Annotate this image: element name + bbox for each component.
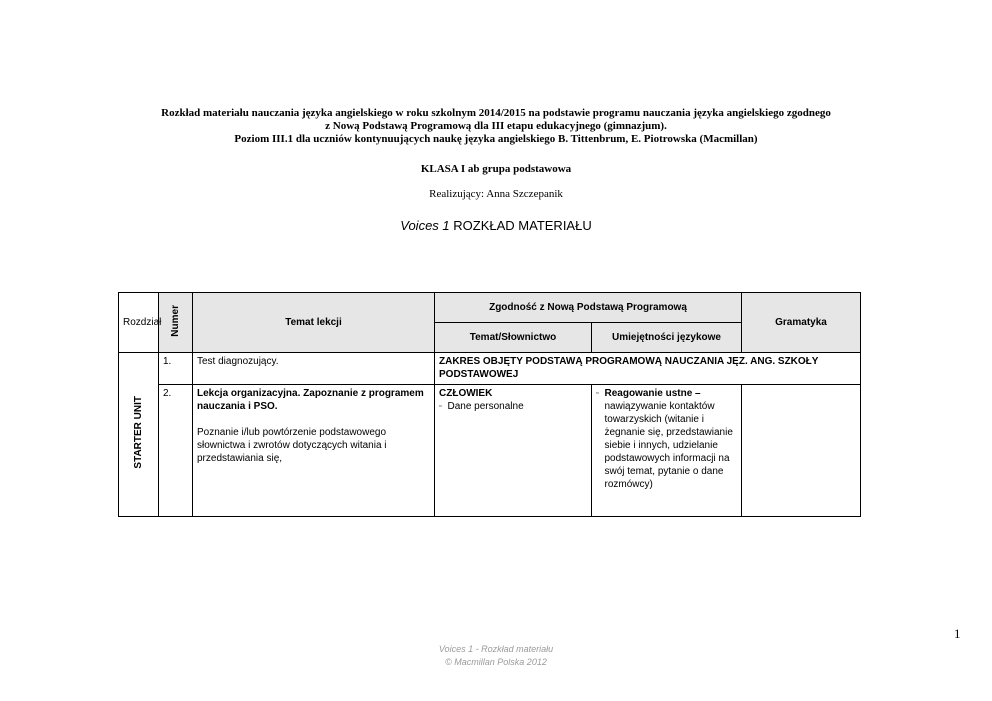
row-skills-cell bbox=[592, 385, 742, 517]
row-topic-main: Lekcja organizacyjna. Zapoznanie z programem nauczania i PSO. bbox=[197, 388, 424, 412]
row-number: 1. bbox=[159, 353, 193, 385]
row-topic-extra: Poznanie i/lub powtórzenie podstawowego słownictwa i zwrotów dotyczących witania i przedstawiania się, bbox=[197, 427, 387, 464]
bullet-icon: ▫ bbox=[439, 403, 442, 410]
vocab-item bbox=[439, 400, 587, 413]
footer-line-2: © Macmillan Polska 2012 bbox=[445, 657, 547, 667]
header-line-3: Poziom III.1 dla uczniów kontynuujących naukę języka angielskiego B. Tittenbrum, E. Piotrowska (Macmillan) bbox=[234, 133, 758, 145]
document-title bbox=[0, 218, 992, 233]
title-rest: ROZKŁAD MATERIAŁU bbox=[449, 218, 592, 233]
header-core: Zgodność z Nową Podstawą Programową bbox=[435, 293, 742, 323]
table-header-row bbox=[119, 293, 861, 323]
header-core-skills: Umiejętności językowe bbox=[592, 323, 742, 353]
header-line-1: Rozkład materiału nauczania języka angielskiego w roku szkolnym 2014/2015 na podstawie programu nauczania języka angielskiego zgodnego bbox=[161, 107, 831, 119]
title-italic: Voices 1 bbox=[400, 218, 450, 233]
row-topic: Test diagnozujący. bbox=[193, 353, 435, 385]
table-row bbox=[119, 385, 861, 517]
header-chapter: Rozdział bbox=[119, 293, 159, 353]
skill-heading: Reagowanie ustne – bbox=[604, 388, 701, 399]
plan-table bbox=[118, 292, 861, 517]
footer-line-1: Voices 1 - Rozkład materiału bbox=[438, 644, 554, 654]
row-number: 2. bbox=[159, 385, 193, 517]
header-line-2: z Nową Podstawą Programową dla III etapu edukacyjnego (gimnazjum). bbox=[325, 120, 667, 132]
header-core-topic: Temat/Słownictwo bbox=[435, 323, 592, 353]
header-topic: Temat lekcji bbox=[193, 293, 435, 353]
row-grammar bbox=[742, 385, 861, 517]
header-number: Numer bbox=[170, 304, 181, 337]
skill-text: nawiązywanie kontaktów towarzyskich (witanie i żegnanie się, przedstawianie siebie i innych, udzielanie podstawowych informacji na swój temat, pytanie o dane rozmówcy) bbox=[604, 401, 733, 490]
chapter-name: STARTER UNIT bbox=[133, 396, 144, 469]
vocab-heading: CZŁOWIEK bbox=[439, 388, 493, 399]
row-topic-cell bbox=[193, 385, 435, 517]
skill-item bbox=[596, 387, 737, 491]
class-label: KLASA I ab grupa podstawowa bbox=[420, 163, 572, 175]
header-number-cell bbox=[159, 293, 193, 353]
vocab-item-text: Dane personalne bbox=[447, 401, 524, 412]
bullet-icon: ▫ bbox=[596, 390, 599, 397]
row-vocab-cell bbox=[435, 385, 592, 517]
header-grammar: Gramatyka bbox=[742, 293, 861, 353]
row-core-merged: ZAKRES OBJĘTY PODSTAWĄ PROGRAMOWĄ NAUCZANIA JĘZ. ANG. SZKOŁY PODSTAWOWEJ bbox=[435, 353, 861, 385]
table-row bbox=[119, 353, 861, 385]
author-label: Realizujący: Anna Szczepanik bbox=[429, 188, 563, 200]
page-number: 1 bbox=[954, 626, 961, 641]
chapter-cell bbox=[119, 353, 159, 517]
